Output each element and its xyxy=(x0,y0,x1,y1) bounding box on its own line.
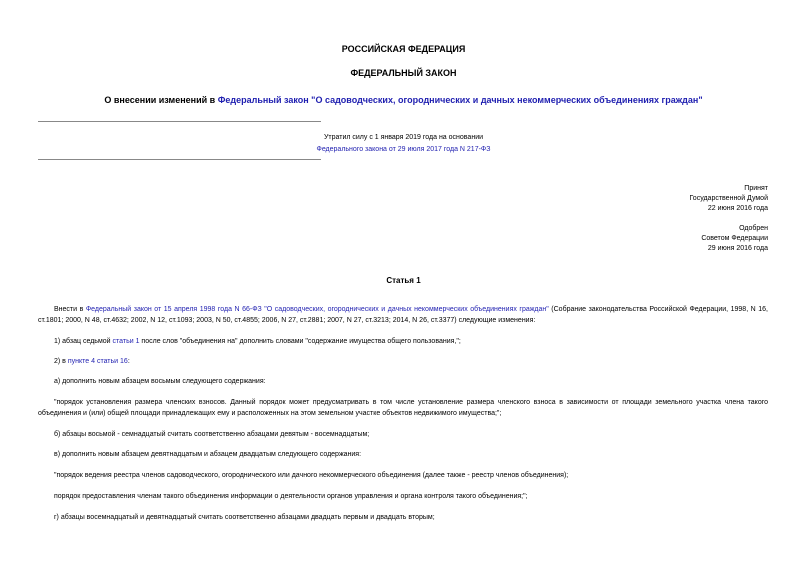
p1-prefix: Внести в xyxy=(54,306,86,313)
paragraph-1 xyxy=(38,305,768,326)
p2-article-link[interactable]: статьи 1 xyxy=(112,338,140,345)
status-note-line1: Утратил силу с 1 января 2019 года на основании xyxy=(323,134,484,141)
status-note-link[interactable]: Федерального закона от 29 июля 2017 года N 217-ФЗ xyxy=(316,146,491,153)
article-heading: Статья 1 xyxy=(386,276,421,285)
doc-type-heading: ФЕДЕРАЛЬНЫЙ ЗАКОН xyxy=(350,68,457,78)
paragraph-5: "порядок установления размера членских взносов. Данный порядок может предусматривать в том числе установление размера членского взноса в зависимости от площади земельного участка члена такого объединения и (или) общей площади принадлежащих ему и расположенных на этом земельном участке объектов недвижимого имущества;"; xyxy=(38,399,768,417)
p3-prefix: 2) в xyxy=(54,358,68,365)
law-title-prefix: О внесении изменений в xyxy=(104,95,218,105)
law-title-link[interactable]: Федеральный закон "О садоводческих, огороднических и дачных некоммерческих объединениях граждан" xyxy=(217,95,703,105)
country-heading: РОССИЙСКАЯ ФЕДЕРАЦИЯ xyxy=(341,44,466,54)
p3-clause-link[interactable]: пункте 4 статьи 16 xyxy=(67,358,128,365)
approved-line2: Советом Федерации xyxy=(701,235,768,242)
adopted-line2: Государственной Думой xyxy=(689,195,768,202)
paragraph-8: "порядок ведения реестра членов садоводческого, огороднического или дачного некоммерческого объединения (далее также - реестр членов объединения); xyxy=(54,472,569,479)
paragraph-7: в) дополнить новым абзацем девятнадцатым и абзацем двадцатым следующего содержания: xyxy=(54,451,362,458)
p2-prefix: 1) абзац седьмой xyxy=(54,338,113,345)
paragraph-10: г) абзацы восемнадцатый и девятнадцатый считать соответственно абзацами двадцать первым и двадцать вторым; xyxy=(54,514,435,521)
adopted-line1: Принят xyxy=(744,185,768,192)
approved-block xyxy=(701,224,768,254)
paragraph-6: б) абзацы восьмой - семнадцатый считать соответственно абзацами девятым - восемнадцатым; xyxy=(54,431,370,438)
paragraph-9: порядок предоставления членам такого объединения информации о деятельности органов управления и органа контроля такого объединения;"; xyxy=(54,493,528,500)
approved-line1: Одобрен xyxy=(739,225,768,232)
approved-line3: 29 июня 2016 года xyxy=(707,245,768,252)
divider-bottom xyxy=(38,159,321,160)
paragraph-4: а) дополнить новым абзацем восьмым следующего содержания: xyxy=(54,378,266,385)
adopted-line3: 22 июня 2016 года xyxy=(707,205,768,212)
p1-law-link[interactable]: Федеральный закон от 15 апреля 1998 года N 66-ФЗ "О садоводческих, огороднических и дачных некоммерческих объединениях граждан" xyxy=(85,306,549,313)
paragraph-2 xyxy=(38,337,768,348)
p1-suffix: (Собрание законодательства Российской Федерации, 1998, N 16, ст.1801; 2000, N 48, ст.4632; 2002, N 12, ст.1093; 2003, N 50, ст.4855; 2006, N 27, ст.2881; 2007, N 27, ст.3213; 2014, N 26, ст.3377) следующие изменения: xyxy=(38,306,768,324)
paragraph-3 xyxy=(38,357,768,368)
law-title xyxy=(0,95,807,105)
p2-suffix: после слов "объединения на" дополнить словами "содержание имущества общего пользования,"; xyxy=(139,338,461,345)
adopted-block xyxy=(689,184,768,214)
p3-suffix: : xyxy=(127,358,130,365)
divider-top xyxy=(38,121,321,122)
